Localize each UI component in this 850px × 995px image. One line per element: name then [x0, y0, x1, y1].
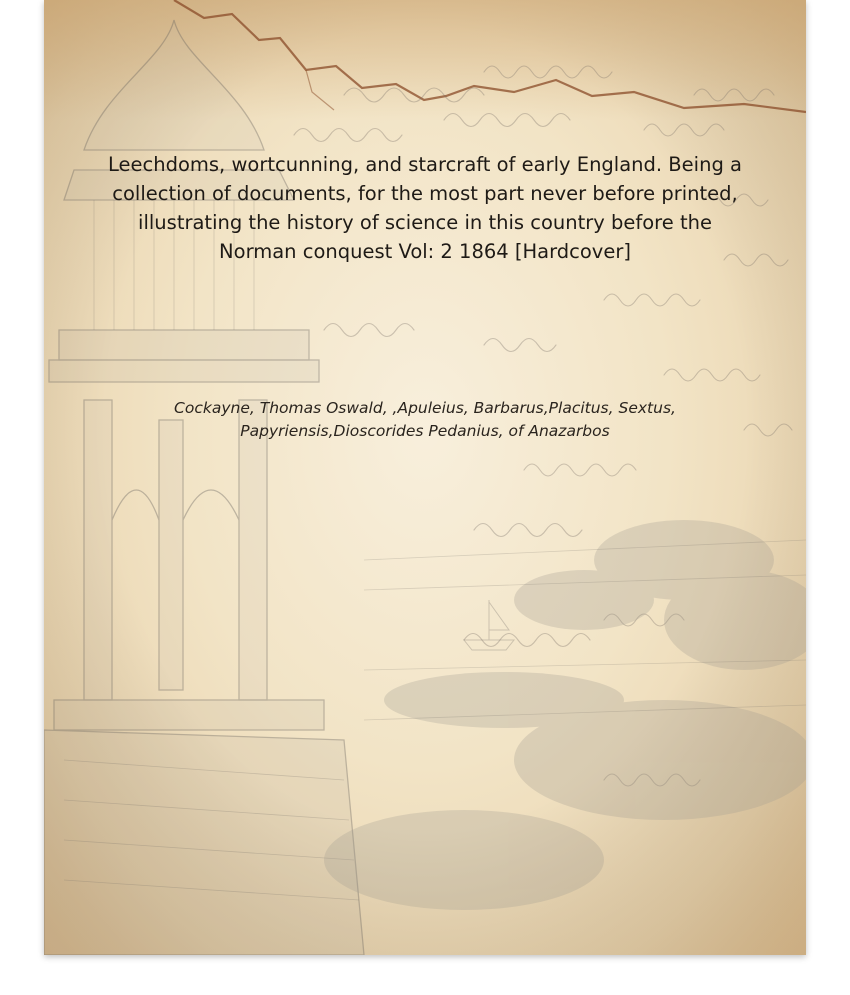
book-title: Leechdoms, wortcunning, and starcraft of early England. Being a collection of documents, for the most part never before printed, illustrating the history of science in this country before the Norman conquest Vol: 2 1864 [Hardcover]: [108, 153, 742, 263]
book-authors: Cockayne, Thomas Oswald, ,Apuleius, Barbarus,Placitus, Sextus, Papyriensis,Dioscorides Pedanius, of Anazarbos: [174, 399, 676, 440]
cover-background-engraving: [44, 0, 806, 955]
book-cover: [44, 0, 806, 955]
